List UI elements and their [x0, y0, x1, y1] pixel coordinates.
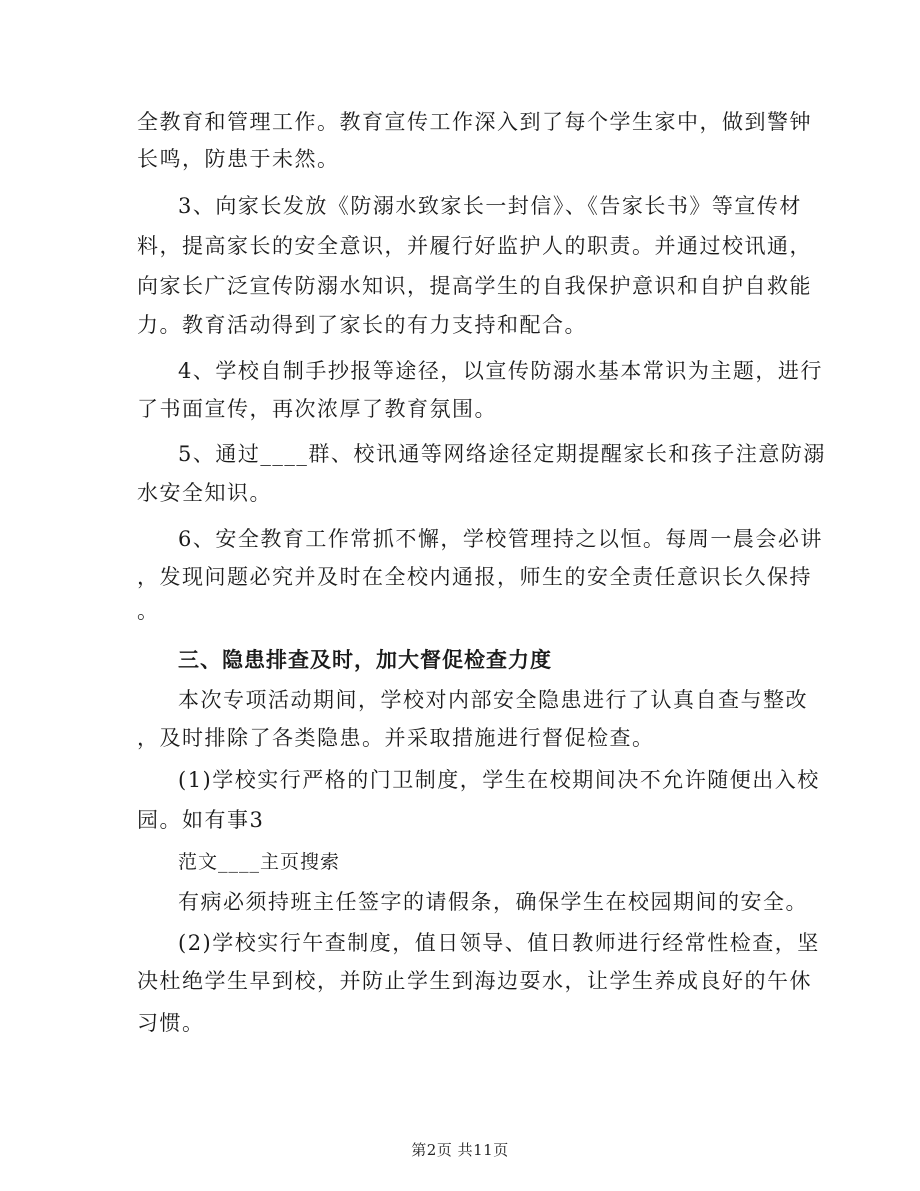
- paragraph-line: (2)学校实行午查制度，值日领导、值日教师进行经常性检查，坚: [178, 931, 820, 955]
- paragraph-line: 力。教育活动得到了家长的有力支持和配合。: [137, 313, 587, 337]
- paragraph-line: 3、向家长发放《防溺水致家长一封信》、《告家长书》等宣传材: [178, 194, 802, 218]
- paragraph-line: 本次专项活动期间，学校对内部安全隐患进行了认真自查与整改: [178, 688, 808, 712]
- paragraph-line: (1)学校实行严格的门卫制度，学生在校期间决不允许随便出入校: [178, 768, 820, 792]
- paragraph-line: 料，提高家长的安全意识，并履行好监护人的职责。并通过校讯通，: [137, 234, 812, 258]
- paragraph-line: 习惯。: [137, 1011, 205, 1035]
- paragraph-line: 决杜绝学生早到校，并防止学生到海边耍水，让学生养成良好的午休: [137, 969, 812, 993]
- inline-note: 范文____主页搜索: [178, 851, 341, 873]
- paragraph-line: 园。如有事3: [137, 808, 265, 832]
- paragraph-line: 。: [137, 599, 160, 623]
- paragraph-line: 水安全知识。: [137, 481, 272, 505]
- paragraph-line: 5、通过____群、校讯通等网络途径定期提醒家长和孩子注意防溺: [178, 442, 826, 466]
- paragraph-line: 4、学校自制手抄报等途径，以宣传防溺水基本常识为主题，进行: [178, 359, 823, 383]
- paragraph-line: 长鸣，防患于未然。: [137, 147, 340, 171]
- section-heading: 三、隐患排查及时，加大督促检查力度: [178, 647, 552, 672]
- paragraph-line: 了书面宣传，再次浓厚了教育氛围。: [137, 397, 497, 421]
- paragraph-line: ，发现问题必究并及时在全校内通报，师生的安全责任意识长久保持: [137, 565, 812, 589]
- paragraph-line: 全教育和管理工作。教育宣传工作深入到了每个学生家中，做到警钟: [137, 110, 812, 134]
- paragraph-line: ，及时排除了各类隐患。并采取措施进行督促检查。: [137, 726, 655, 750]
- paragraph-line: 向家长广泛宣传防溺水知识，提高学生的自我保护意识和自护自救能: [137, 274, 812, 298]
- paragraph-line: 6、安全教育工作常抓不懈，学校管理持之以恒。每周一晨会必讲: [178, 527, 823, 551]
- paragraph-line: 有病必须持班主任签字的请假条，确保学生在校园期间的安全。: [178, 890, 808, 914]
- page-number: 第2页 共11页: [411, 1141, 509, 1159]
